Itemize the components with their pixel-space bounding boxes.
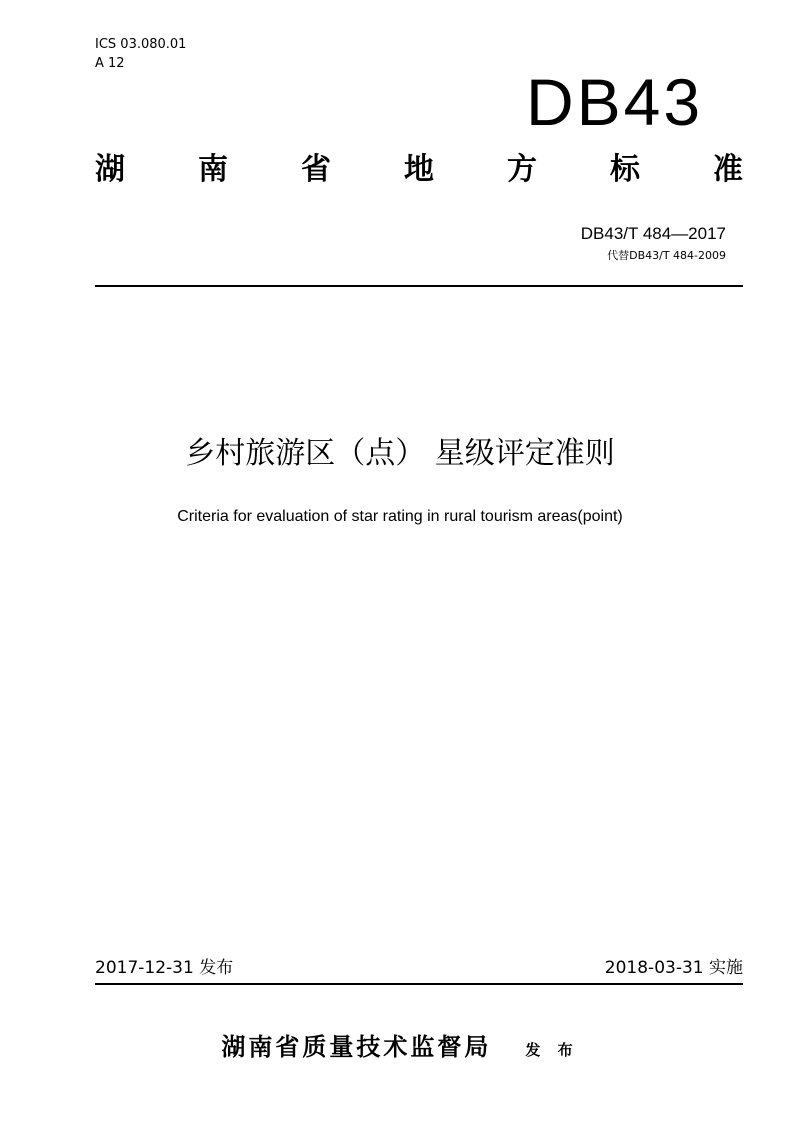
standard-type-char: 方 [507, 152, 537, 187]
db-logo: DB43 [526, 65, 704, 139]
footer-divider [95, 983, 743, 985]
standard-type-char: 标 [610, 152, 640, 187]
publish-date: 2017-12-31 发布 [95, 958, 234, 978]
ics-code: ICS 03.080.01 [95, 37, 187, 52]
classification-code: A 12 [95, 56, 125, 71]
issuer-line [0, 1027, 800, 1062]
document-title-english: Criteria for evaluation of star rating in rural tourism areas(point) [177, 508, 623, 525]
standard-type [95, 148, 743, 192]
implement-date: 2018-03-31 实施 [604, 958, 743, 978]
document-title-chinese: 乡村旅游区（点） 星级评定准则 [185, 436, 615, 471]
issue-word: 发 布 [525, 1041, 579, 1059]
replaces-standard: 代替DB43/T 484-2009 [607, 249, 726, 262]
standard-type-char: 湖 [95, 152, 125, 187]
standard-type-char: 省 [301, 152, 331, 187]
standard-type-char: 南 [198, 152, 228, 187]
standard-type-char: 地 [404, 152, 434, 187]
standard-type-char: 准 [713, 152, 743, 187]
issuer-name: 湖南省质量技术监督局 [221, 1033, 492, 1061]
header-divider [95, 285, 743, 287]
standard-number: DB43/T 484—2017 [580, 224, 726, 243]
